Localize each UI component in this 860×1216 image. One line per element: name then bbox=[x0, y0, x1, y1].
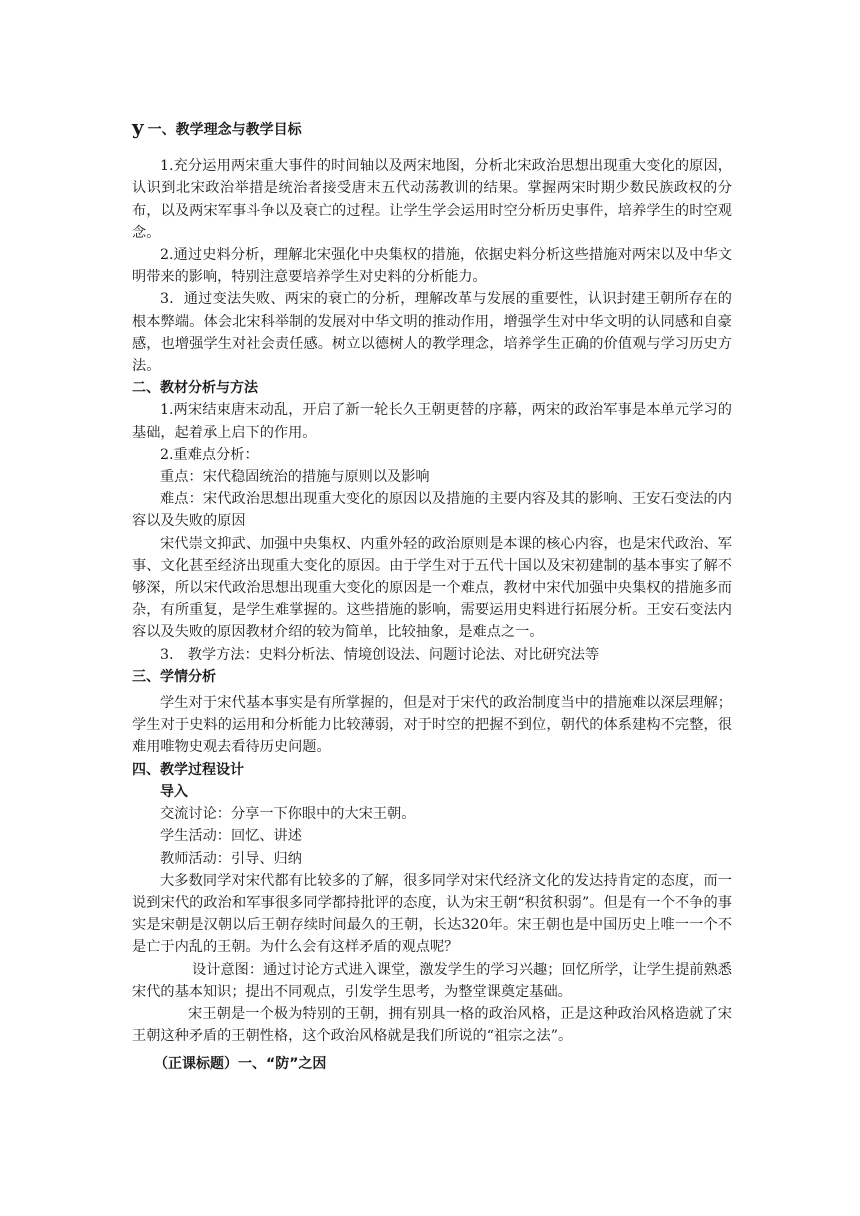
teacher-activity-line: 教师活动：引导、归纳 bbox=[160, 850, 302, 867]
goal-2: 2.通过史料分析，理解北宋强化中央集权的措施，依据史料分析这些措施对两宋以及中华文明带来的影响，特别注意要培养学生对史料的分析能力。 bbox=[132, 247, 732, 286]
intro-paragraph: 大多数同学对宋代都有比较多的了解，很多同学对宋代经济文化的发达持肯定的态度，而一说到宋代的政治和军事很多同学都持批评的态度，认为宋王朝“积贫积弱”。但是有一个不争的事实是宋朝是汉朝以后王朝存续时间最久的王朝，长达320年。宋王朝也是中国历史上唯一一个不是亡于内乱的王朝。为什么会有这样矛盾的观点呢？ bbox=[132, 872, 732, 956]
lesson-heading: （正课标题）一、“防”之因 bbox=[154, 1056, 327, 1073]
design-intent: 设计意图：通过讨论方式进入课堂，激发学生的学习兴趣；回忆所学，让学生提前熟悉宋代的基本知识；提出不同观点，引发学生思考，为整堂课奠定基础。 bbox=[132, 961, 732, 1000]
learner-analysis: 学生对于宋代基本事实是有所掌握的，但是对于宋代的政治制度当中的措施难以深层理解；学生对于史料的运用和分析能力比较薄弱，对于时空的把握不到位，朝代的体系建构不完整，很难用唯物史观去看待历史问题。 bbox=[132, 695, 732, 756]
analysis-paragraph-2: 2.重难点分析： bbox=[160, 446, 259, 463]
key-points: 重点：宋代稳固统治的措施与原则以及影响 bbox=[160, 469, 430, 486]
student-activity-line: 学生活动：回忆、讲述 bbox=[160, 828, 302, 845]
ancestral-law-paragraph: 宋王朝是一个极为特别的王朝，拥有别具一格的政治风格，正是这种政治风格造就了宋王朝这种矛盾的王朝性格，这个政治风格就是我们所说的“祖宗之法”。 bbox=[132, 1005, 732, 1045]
goal-3: 3．通过变法失败、两宋的衰亡的分析，理解改革与发展的重要性，认识封建王朝所存在的根本弊端。体会北宋科举制的发展对中华文明的推动作用，增强学生对中华文明的认同感和自豪感，也增强学生对社会责任感。树立以德树人的教学理念，培养学生正确的价值观与学习历史方法。 bbox=[132, 291, 732, 375]
discussion-line: 交流讨论：分享一下你眼中的大宋王朝。 bbox=[160, 806, 416, 823]
section-heading-4: 四、教学过程设计 bbox=[132, 761, 244, 778]
analysis-paragraph-5: 宋代崇文抑武、加强中央集权、内重外轻的政治原则是本课的核心内容，也是宋代政治、军事、文化甚至经济出现重大变化的原因。由于学生对于五代十国以及宋初建制的基本事实了解不够深，所以宋代政治思想出现重大变化的原因是一个难点，教材中宋代加强中央集权的措施多而杂，有所重复，是学生难掌握的。这些措施的影响，需要运用史料进行拓展分析。王安石变法内容以及失败的原因教材介绍的较为简单，比较抽象，是难点之一。 bbox=[132, 535, 732, 641]
section-heading-3: 三、学情分析 bbox=[132, 668, 216, 685]
teaching-methods: 3. 教学方法：史料分析法、情境创设法、问题讨论法、对比研究法等 bbox=[160, 646, 600, 663]
heading-title: 一、教学理念与教学目标 bbox=[147, 122, 302, 138]
section-heading-2: 二、教材分析与方法 bbox=[132, 380, 258, 397]
analysis-paragraph-1: 1.两宋结束唐末动乱，开启了新一轮长久王朝更替的序幕，两宋的政治军事是本单元学习的基础，起着承上启下的作用。 bbox=[132, 402, 732, 441]
difficult-points: 难点：宋代政治思想出现重大变化的原因以及措施的主要内容及其的影响、王安石变法的内容以及失败的原因 bbox=[132, 491, 732, 530]
section-heading-1 bbox=[132, 116, 732, 141]
intro-heading: 导入 bbox=[160, 783, 188, 800]
goal-1: 1.充分运用两宋重大事件的时间轴以及两宋地图，分析北宋政治思想出现重大变化的原因，认识到北宋政治举措是统治者接受唐末五代动荡教训的结果。掌握两宋时期少数民族政权的分布，以及两宋军事斗争以及衰亡的过程。让学生学会运用时空分析历史事件，培养学生的时空观念。 bbox=[132, 158, 732, 241]
heading-prefix: y bbox=[132, 115, 144, 139]
